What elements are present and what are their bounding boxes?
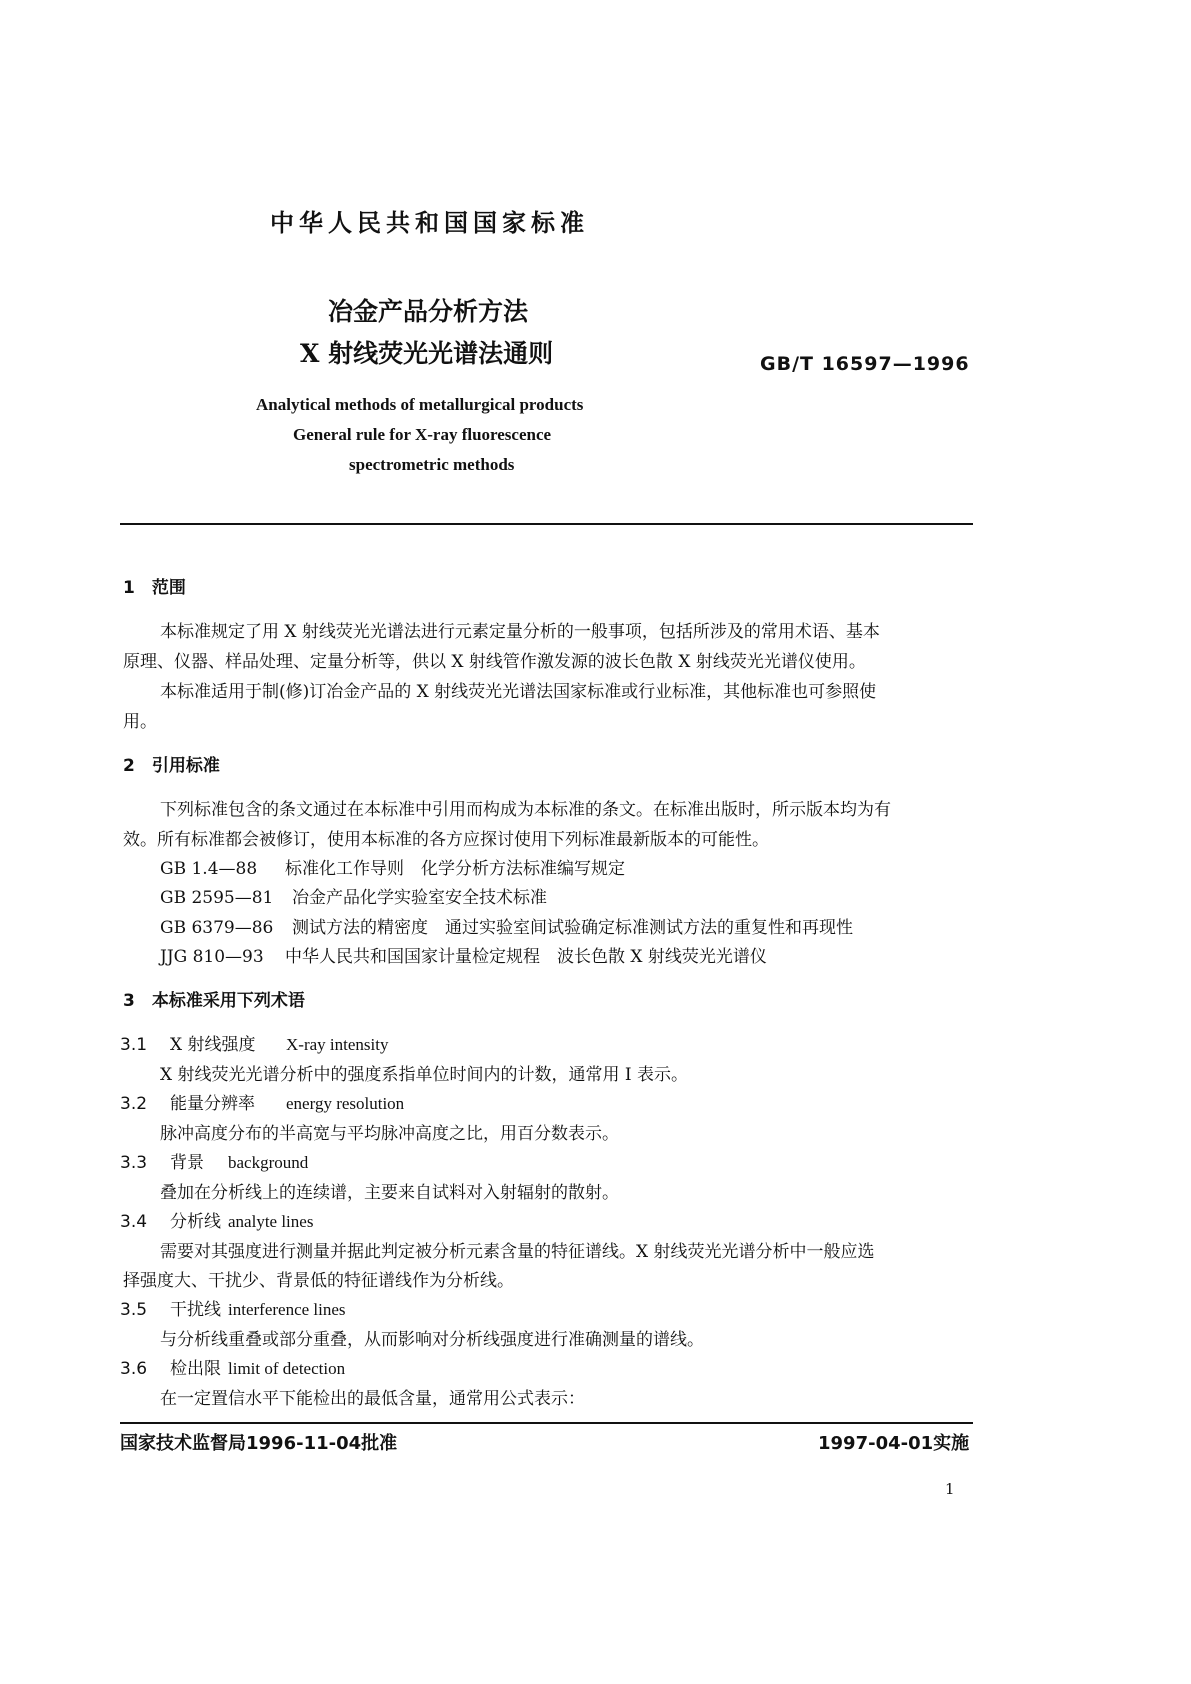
term-number: 3.4: [120, 1212, 148, 1232]
term-number: 3.3: [120, 1153, 148, 1173]
term-zh: 能量分辨率: [170, 1094, 255, 1114]
s1-paragraph: 原理、仪器、样品处理、定量分析等，供以 X 射线管作激发源的波长色散 X 射线荧光光谱仪使用。: [123, 652, 866, 672]
section-2-heading: 2 引用标准: [123, 756, 220, 776]
section-1-heading: 1 范围: [123, 578, 186, 598]
term-definition: 脉冲高度分布的半高宽与平均脉冲高度之比，用百分数表示。: [160, 1124, 619, 1144]
reference-title: 标准化工作导则 化学分析方法标准编写规定: [285, 859, 625, 879]
term-zh: 背景: [170, 1153, 204, 1173]
term-number: 3.6: [120, 1359, 148, 1379]
term-zh: 分析线: [170, 1212, 221, 1232]
term-en: X-ray intensity: [286, 1035, 389, 1054]
title-en-line3: spectrometric methods: [349, 455, 515, 474]
term-definition: X 射线荧光光谱分析中的强度系指单位时间内的计数，通常用 I 表示。: [160, 1065, 689, 1085]
term-zh: 干扰线: [170, 1300, 221, 1320]
s2-paragraph: 效。所有标准都会被修订，使用本标准的各方应探讨使用下列标准最新版本的可能性。: [123, 830, 769, 850]
reference-code: GB 2595—81: [160, 888, 274, 908]
term-number: 3.1: [120, 1035, 148, 1055]
term-en: energy resolution: [286, 1094, 405, 1113]
country-standard: 中华人民共和国国家标准: [270, 209, 589, 237]
term-zh: X 射线强度: [170, 1035, 256, 1055]
title-zh-line2: X 射线荧光光谱法通则: [300, 339, 554, 368]
term-number: 3.2: [120, 1094, 148, 1114]
term-en: background: [228, 1153, 309, 1172]
reference-code: GB 1.4—88: [160, 859, 258, 879]
approval-date: 国家技术监督局1996-11-04批准: [120, 1433, 398, 1454]
term-definition: 择强度大、干扰少、背景低的特征谱线作为分析线。: [123, 1271, 514, 1291]
s1-paragraph: 本标准规定了用 X 射线荧光光谱法进行元素定量分析的一般事项，包括所涉及的常用术语、基本: [160, 622, 880, 642]
title-zh-line1: 冶金产品分析方法: [328, 297, 529, 326]
reference-title: 冶金产品化学实验室安全技术标准: [292, 888, 547, 908]
term-definition: 在一定置信水平下能检出的最低含量，通常用公式表示：: [160, 1389, 585, 1409]
s1-paragraph: 用。: [123, 712, 157, 732]
reference-code: JJG 810—93: [160, 947, 264, 967]
term-zh: 检出限: [170, 1359, 221, 1379]
reference-title: 测试方法的精密度 通过实验室间试验确定标准测试方法的重复性和再现性: [292, 918, 853, 938]
term-definition: 需要对其强度进行测量并据此判定被分析元素含量的特征谱线。X 射线荧光光谱分析中一般应选: [160, 1242, 875, 1262]
reference-title: 中华人民共和国国家计量检定规程 波长色散 X 射线荧光光谱仪: [285, 947, 767, 967]
term-definition: 叠加在分析线上的连续谱，主要来自试料对入射辐射的散射。: [160, 1183, 619, 1203]
header-divider: [120, 523, 973, 525]
page-number: 1: [945, 1480, 955, 1498]
term-en: limit of detection: [228, 1359, 346, 1378]
section-3-heading: 3 本标准采用下列术语: [123, 991, 305, 1011]
term-en: interference lines: [228, 1300, 346, 1319]
standard-code: GB/T 16597—1996: [760, 353, 970, 375]
footer-divider: [120, 1422, 973, 1424]
reference-code: GB 6379—86: [160, 918, 274, 938]
term-en: analyte lines: [228, 1212, 314, 1231]
title-en-line1: Analytical methods of metallurgical products: [256, 395, 584, 414]
s2-paragraph: 下列标准包含的条文通过在本标准中引用而构成为本标准的条文。在标准出版时，所示版本均为有: [160, 800, 891, 820]
s1-paragraph: 本标准适用于制(修)订冶金产品的 X 射线荧光光谱法国家标准或行业标准，其他标准也可参照使: [160, 682, 877, 702]
title-en-line2: General rule for X-ray fluorescence: [293, 425, 552, 444]
term-number: 3.5: [120, 1300, 148, 1320]
term-definition: 与分析线重叠或部分重叠，从而影响对分析线强度进行准确测量的谱线。: [160, 1330, 704, 1350]
effective-date: 1997-04-01实施: [818, 1433, 970, 1454]
